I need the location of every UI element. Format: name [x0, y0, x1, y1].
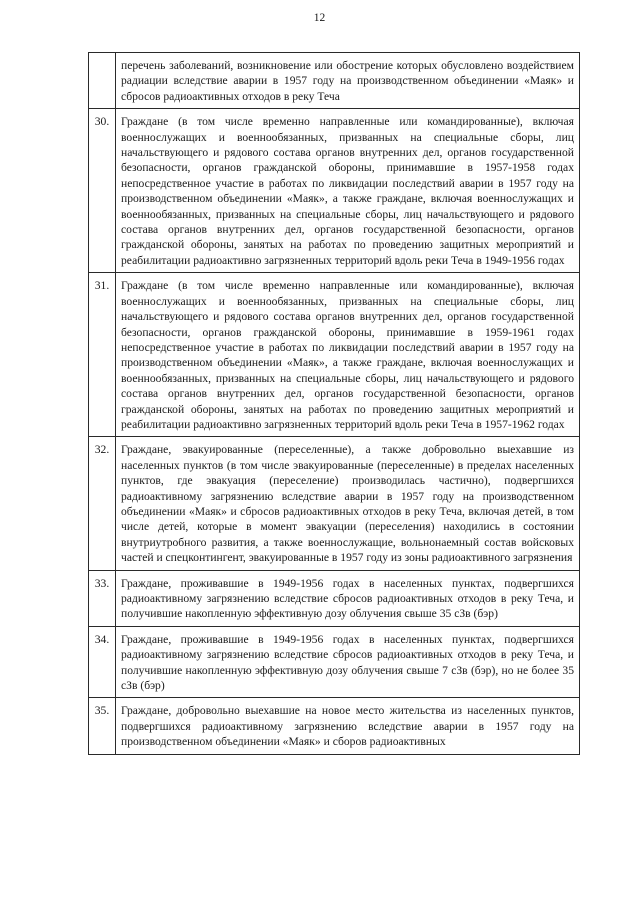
row-number: 31.	[89, 273, 116, 437]
row-text: Граждане (в том числе временно направленные или командированные), включая военнослужащих и военнообязанных, призванных на специальные сборы, лиц начальствующего и рядового состава органов внутренних дел, органов государственной безопасности, органов гражданской обороны, принимавшие в 1959-1961 годах непосредственное участие в работах по ликвидации последствий аварии в 1957 году на производственном объединении «Маяк», а также граждане, включая военнослужащих и военнообязанных, призванных на специальные сборы, лиц начальствующего и рядового состава органов внутренних дел, органов государственной безопасности, органов гражданской обороны, занятых на работах по проведению защитных мероприятий и реабилитации радиоактивно загрязненных территорий вдоль реки Теча в 1957-1962 годах	[116, 273, 580, 437]
document-table	[88, 52, 580, 755]
row-number: 32.	[89, 437, 116, 570]
table-row	[89, 437, 580, 570]
row-text: Граждане, эвакуированные (переселенные), а также добровольно выехавшие из населенных пунктов (в том числе эвакуированные (переселенные) в пределах населенных пунктов, где эвакуация (переселение) производилась частично), подвергшихся радиоактивному загрязнению вследствие аварии в 1957 году на производственном объединении «Маяк» и сбросов радиоактивных отходов в реку Теча, включая детей, в том числе детей, которые в момент эвакуации (переселения) находились в состоянии внутриутробного развития, а также военнослужащие, вольнонаемный состав войсковых частей и спецконтингент, эвакуированные в 1957 году из зоны радиоактивного загрязнения	[116, 437, 580, 570]
table-row	[89, 626, 580, 698]
page-number: 12	[313, 12, 326, 24]
table-row	[89, 109, 580, 273]
table-row	[89, 273, 580, 437]
row-number: 33.	[89, 570, 116, 626]
row-number: 35.	[89, 698, 116, 754]
row-text: Граждане, добровольно выехавшие на новое место жительства из населенных пунктов, подвергшихся радиоактивному загрязнению вследствие аварии в 1957 году на производственном объединении «Маяк» и сборов радиоактивных	[116, 698, 580, 754]
row-text: перечень заболеваний, возникновение или обострение которых обусловлено воздействием радиации вследствие аварии в 1957 году на производственном объединении «Маяк» и сбросов радиоактивных отходов в реку Теча	[116, 53, 580, 109]
table-row	[89, 53, 580, 109]
row-text: Граждане, проживавшие в 1949-1956 годах в населенных пунктах, подвергшихся радиоактивному загрязнению вследствие сбросов радиоактивных отходов в реку Теча, и получившие накопленную эффективную дозу облучения свыше 35 сЗв (бэр)	[116, 570, 580, 626]
row-number	[89, 53, 116, 109]
row-text: Граждане (в том числе временно направленные или командированные), включая военнослужащих и военнообязанных, призванных на специальные сборы, лиц начальствующего и рядового состава органов внутренних дел, органов государственной безопасности, органов гражданской обороны, принимавшие в 1957-1958 годах непосредственное участие в работах по ликвидации последствий аварии в 1957 году на производственном объединении «Маяк», а также граждане, включая военнослужащих и военнообязанных, призванных на специальные сборы, лиц начальствующего и рядового состава органов внутренних дел, органов государственной безопасности, органов гражданской обороны, занятых на работах по проведению защитных мероприятий и реабилитации радиоактивно загрязненных территорий вдоль реки Теча в 1949-1956 годах	[116, 109, 580, 273]
table-row	[89, 698, 580, 754]
table-row	[89, 570, 580, 626]
row-number: 34.	[89, 626, 116, 698]
row-text: Граждане, проживавшие в 1949-1956 годах в населенных пунктах, подвергшихся радиоактивному загрязнению вследствие сбросов радиоактивных отходов в реку Теча, и получившие накопленную эффективную дозу облучения свыше 7 сЗв (бэр), но не более 35 сЗв (бэр)	[116, 626, 580, 698]
row-number: 30.	[89, 109, 116, 273]
